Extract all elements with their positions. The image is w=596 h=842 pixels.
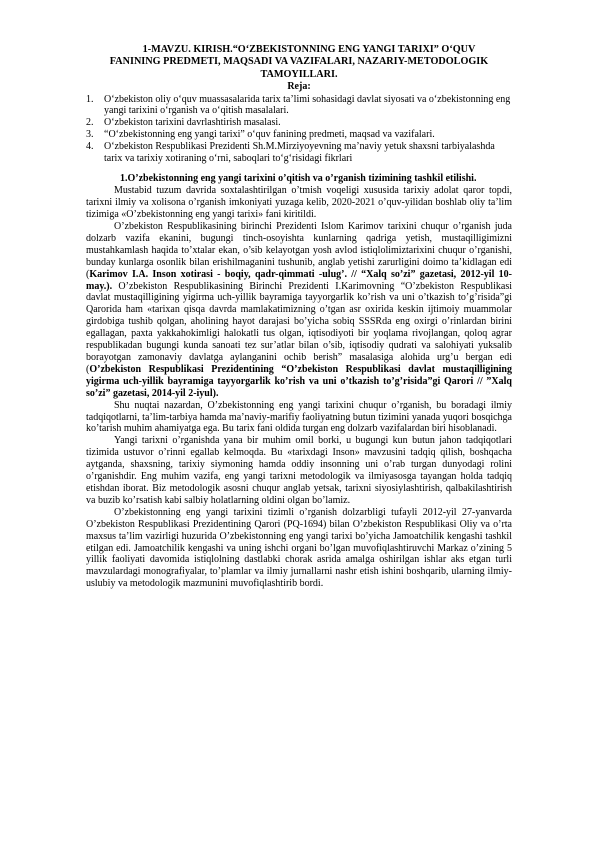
section-heading: 1.O’zbekistonning eng yangi tarixini o’qitish va o’rganish tizimining tashkil etilishi. xyxy=(120,173,477,185)
plan-item-text: O‘zbekiston oliy o‘quv muassasalarida tarix ta’limi sohasidagi davlat siyosati va o‘zbekistonning eng yangi tarixini o‘rganish va o‘qitish masalalari. xyxy=(104,93,511,117)
title-line-3: TAMOYILLARI. xyxy=(260,68,338,80)
plan-item-number: 2. xyxy=(86,117,94,129)
plan-item-text: O‘zbekiston tarixini davrlashtirish masalasi. xyxy=(104,117,281,129)
plan-item-text: O‘zbekiston Respublikasi Prezidenti Sh.M.Mirziyoyevning ma’naviy yetuk shaxsni tarbiyalashda tarix va tarixiy xotiraning o‘rni, saboqlari to‘g‘risidagi fikrlari xyxy=(104,140,495,164)
plan-heading: Reja: xyxy=(287,81,311,93)
paragraph-2-text-b: O’zbekiston Respublikasining Birinchi Prezidenti I.Karimovning “O’zbekiston Respublikasi davlat mustaqilligining yigirma uch-yillik bayramiga tayyorgarlik ko’rish va uni o’tkazish to’g’risida”gi Qarorida ham «tarixan qisqa davrda mamlakatimizning o’tgan asr oxirida keskin ijtimoiy muammolar girdobiga tushib qolgan, aholining hayot darajasi bo’yicha sobiq SSSRda eng oxirgi o’rinlardan birini egallagan, paxta yakkahokimligi halokatli tus olgan, iqtisodiyoti bir yoqlama rivojlangan, qoloq agrar respublikadan bugungi kunda sanoati tez sur’atlar bilan o’sib, iqtisodiy qudrati va salohiyati yuksalib borayotgan zamonaviy davlatga aylanganini ochib berish” masalasiga alohida urg’u bergan edi ( xyxy=(86,280,512,375)
plan-item xyxy=(86,93,512,118)
plan-item xyxy=(86,117,512,129)
paragraph-2-text-a: O’zbekiston Respublikasining birinchi Prezidenti Islom Karimov tarixini chuqur o’rganish juda dolzarb vazifa ekanini, bugungi tinch-osoyishta kunlarning qadriga yetish, mustaqilligimizni mustahkamlash haqida to’xtalar ekan, o’sib kelayotgan yosh avlod istiqlolimiztarixini chuqur o’rganishi, bunday kunlarga osonlik bilan erishilmaganini tushunib, anglab yetishi zarurligini doimo ta’kidlagan edi ( xyxy=(86,221,512,280)
paragraph-4: Yangi tarixni o’rganishda yana bir muhim omil borki, u bugungi kun butun jahon tadqiqotlari tizimida ustuvor o’rinni egallab kelmoqda. Bu «tarixdagi Inson» mavzusini tadqiq qilish, boshqacha aytganda, shaxsning, tarixiy siymoning hamda oddiy insonning uni o’rab turgan dunyodagi rolini o’rganishdir. Eng muhim vazifa, eng yangi tarixni metodologik va ilmiyasosga tayangan holda tadqiq etishdan iborat. Biz metodologik asosni chuqur anglab yetsak, tarixni siyosiylashtirish, qalbakilashtirish va buzib ko’rsatish kabi salbiy holatlarning oldini olgan bo’lamiz. xyxy=(86,435,512,506)
citation-presidential-decree: O’zbekiston Respublikasi Prezidentining “O’zbekiston Respublikasi davlat mustaqilligining yigirma uch-yillik bayramiga tayyorgarlik ko’rish va uni o’tkazish to’g’risida”gi Qarori // ”Xalq so’zi” gazetasi, 2014-yil 2-iyul). xyxy=(86,363,512,399)
title-line-1: 1-MAVZU. KIRISH.“O‘ZBEKISTONNING ENG YANGI TARIXI” O‘QUV xyxy=(142,44,476,55)
plan-item-number: 4. xyxy=(86,140,94,152)
title-line-2: FANINING PREDMETI, MAQSADI VA VAZIFALARI, NAZARIY-METODOLOGIK xyxy=(109,56,489,68)
plan-item xyxy=(86,140,512,165)
paragraph-2 xyxy=(86,221,512,400)
document-title xyxy=(86,44,512,81)
plan-list xyxy=(86,94,512,165)
plan-item-text: “O‘zbekistonning eng yangi tarixi” o‘quv fanining predmeti, maqsad va vazifalari. xyxy=(104,129,435,141)
paragraph-1: Mustabid tuzum davrida soxtalashtirilgan o’tmish voqeligi xususida tarixiy adolat qaror topdi, tarixni ilmiy va xolisona o’rganish imkoniyati yuzaga kelib, 2020-2021 o’quv-yilidan boshlab oliy ta’lim tizimiga «O’zbekistonning eng yangi tarixi» fani kiritildi. xyxy=(86,185,512,221)
paragraph-3: Shu nuqtai nazardan, O’zbekistonning eng yangi tarixini chuqur o’rganish, bu boradagi ilmiy tadqiqotlarni, ta’lim-tarbiya hamda ma’naviy-marifiy faoliyatning butun tizimini yanada yuqori bosqichga ko’tarish muhim ahamiyatga ega. Bu tarix fani oldida turgan eng dolzarb vazifalardan biri hisoblanadi. xyxy=(86,399,512,435)
plan-item-number: 3. xyxy=(86,129,94,141)
citation-karimov: Karimov I.A. Inson xotirasi - boqiy, qadr-qimmati -ulug’. // “Xalq so’zi” gazetasi, 2012-yil 10-may.). xyxy=(86,268,512,292)
plan-item xyxy=(86,129,512,141)
paragraph-5: O’zbekistonning eng yangi tarixini tizimli o’rganish dolzarbligi tufayli 2012-yil 27-yanvarda O’zbekiston Respublikasi Prezidentining Qarori (PQ-1694) bilan O’zbekiston Respublikasi Oliy va o’rta maxsus ta’lim vazirligi huzurida O’zbekistonning eng yangi tarixi bo’yicha Jamoatchilik kengashi tashkil etilgan edi. Jamoatchilik kengashi va uning ishchi organi bo’lgan muvofiqlashtiruvchi Markaz o’zining 5 yillik faoliyati davomida istiqlolning dastlabki chorak asrida amalga oshirilgan ishlar aks etgan turli mavzulardagi monografiyalar, to’plamlar va ilmiy jurnallarni nashr etish ishini boshqarib, ularning ilmiy-uslubiy va metodologik mazmunini muvofiqlashtirib bordi. xyxy=(86,506,512,590)
plan-item-number: 1. xyxy=(86,93,94,105)
